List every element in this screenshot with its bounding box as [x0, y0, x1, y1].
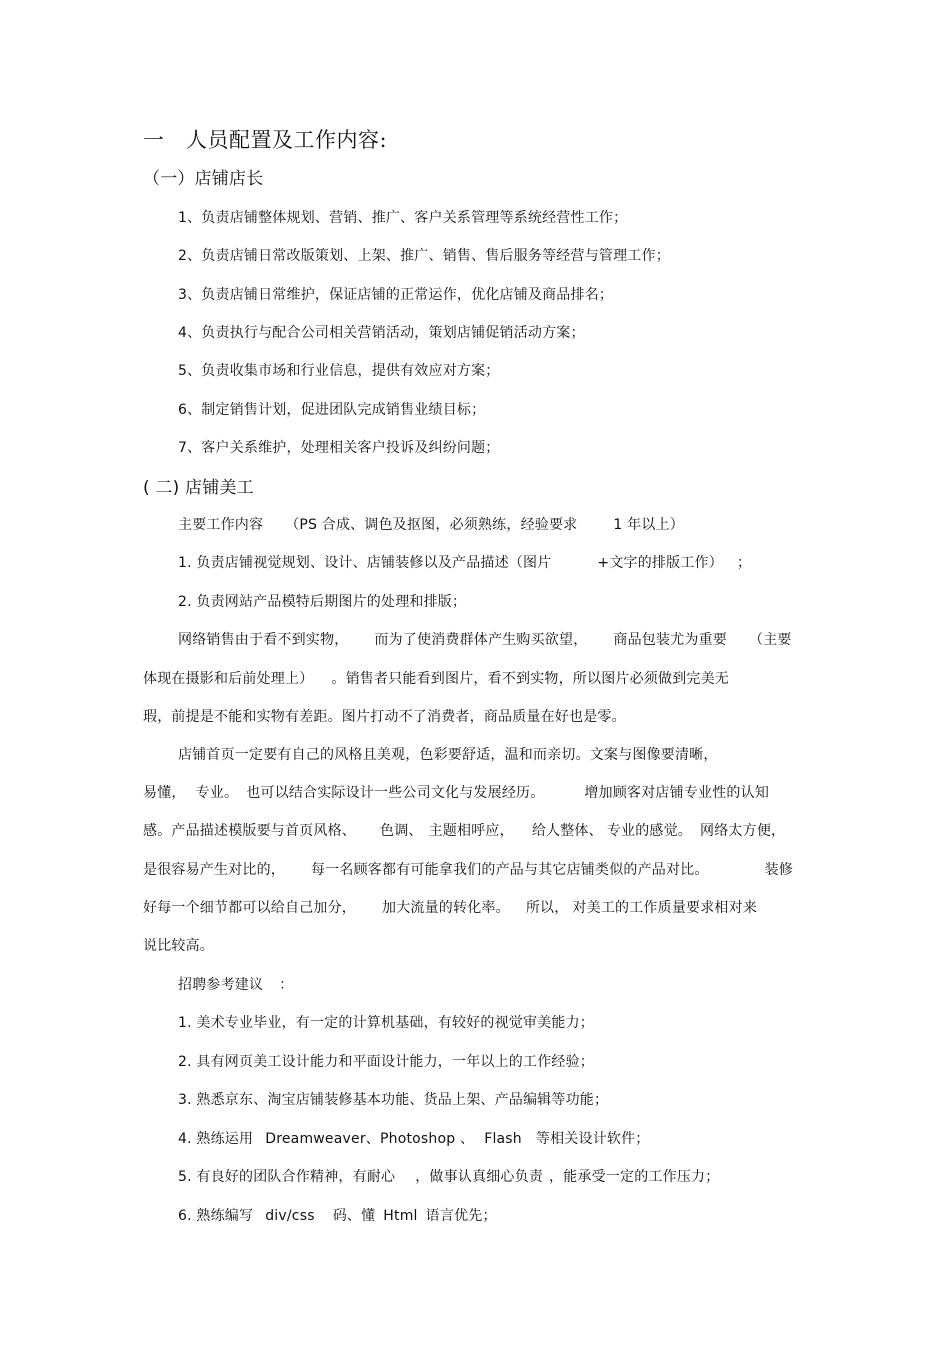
- manager-duty-6: 6、制定销售计划，促进团队完成销售业绩目标；: [178, 402, 486, 418]
- manager-duty-3: 3、负责店铺日常维护，保证店铺的正常运作，优化店铺及商品排名；: [178, 287, 614, 303]
- recruit-item-5: 5. 有良好的团队合作精神，有耐心 ，做事认真细心负责 ，能承受一定的工作压力；: [178, 1169, 720, 1185]
- manager-duty-2: 2、负责店铺日常改版策划、上架、推广、销售、售后服务等经营与管理工作；: [178, 248, 670, 264]
- main-work-detail: （PS 合成、调色及抠图，必须熟练，经验要求: [285, 517, 578, 533]
- recruit-item-4: 4. 熟练运用 Dreamweaver、Photoshop 、 Flash 等相关设计软件；: [178, 1131, 650, 1147]
- para2-line3: 感。产品描述模版要与首页风格、 色调、 主题相呼应， 给人整体、 专业的感觉。 网络太方便，: [143, 823, 786, 839]
- recruit-heading: 招聘参考建议 ：: [178, 977, 294, 993]
- para1-line1: 网络销售由于看不到实物， 而为了使消费群体产生购买欲望， 商品包装尤为重要 （主要: [178, 632, 792, 648]
- para2-line6: 说比较高。: [143, 938, 214, 954]
- manager-duty-1: 1、负责店铺整体规划、营销、推广、客户关系管理等系统经营性工作；: [178, 210, 628, 226]
- para2-line4: 是很容易产生对比的， 每一名顾客都有可能拿我们的产品与其它店铺类似的产品对比。 装修: [143, 862, 794, 878]
- main-work-label: 主要工作内容: [178, 517, 264, 533]
- recruit-item-2: 2. 具有网页美工设计能力和平面设计能力，一年以上的工作经验；: [178, 1054, 595, 1070]
- para1-line3: 瑕，前提是不能和实物有差距。图片打动不了消费者，商品质量在好也是零。: [143, 709, 626, 725]
- recruit-item-6: 6. 熟练编写 div/css 码、懂 Html 语言优先；: [178, 1208, 497, 1224]
- subsection-heading-manager: （一）店铺店长: [143, 169, 264, 189]
- designer-main-work: [178, 515, 684, 535]
- recruit-item-3: 3. 熟悉京东、淘宝店铺装修基本功能、货品上架、产品编辑等功能；: [178, 1092, 609, 1108]
- para2-line2: 易懂， 专业。 也可以结合实际设计一些公司文化与发展经历。 增加顾客对店铺专业性的认知: [143, 785, 770, 801]
- para2-line5: 好每一个细节都可以给自己加分， 加大流量的转化率。 所以， 对美工的工作质量要求相对来: [143, 900, 758, 916]
- subsection-heading-designer: ( 二) 店铺美工: [143, 478, 254, 498]
- manager-duty-4: 4、负责执行与配合公司相关营销活动，策划店铺促销活动方案；: [178, 325, 585, 341]
- section-title: 一 人员配置及工作内容:: [143, 128, 388, 152]
- para2-line1: 店铺首页一定要有自己的风格且美观，色彩要舒适，温和而亲切。文案与图像要清晰，: [178, 747, 718, 763]
- manager-duty-7: 7、客户关系维护，处理相关客户投诉及纠纷问题；: [178, 440, 500, 456]
- designer-task-1: 1. 负责店铺视觉规划、设计、店铺装修以及产品描述（图片 +文字的排版工作） ；: [178, 555, 752, 571]
- designer-task-2: 2. 负责网站产品模特后期图片的处理和排版；: [178, 594, 467, 610]
- main-work-years: 1 年以上）: [613, 517, 684, 533]
- para1-line2: 体现在摄影和后前处理上） 。销售者只能看到图片，看不到实物，所以图片必须做到完美无: [143, 671, 730, 687]
- recruit-item-1: 1. 美术专业毕业，有一定的计算机基础，有较好的视觉审美能力；: [178, 1015, 595, 1031]
- manager-duty-5: 5、负责收集市场和行业信息，提供有效应对方案；: [178, 363, 500, 379]
